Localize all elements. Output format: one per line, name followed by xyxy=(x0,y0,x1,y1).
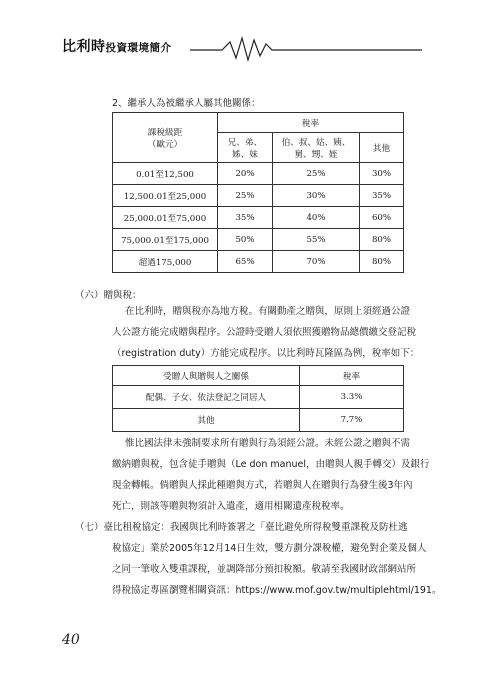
table-row xyxy=(113,386,404,409)
gift-tax-table xyxy=(112,365,404,432)
treaty-para-line2: 稅協定」業於2005年12月14日生效，雙方劃分課稅權，避免對企業及個人 xyxy=(112,543,427,554)
table-row xyxy=(113,229,404,251)
rate-cell: 40% xyxy=(273,207,360,229)
others-header-cell: 其他 xyxy=(360,133,404,163)
table-row xyxy=(113,251,404,273)
rate-header-cell: 稅率 xyxy=(218,113,404,133)
siblings-header-cell xyxy=(218,133,273,163)
bracket-cell: 12,500.01至25,000 xyxy=(113,185,218,207)
rate-cell: 80% xyxy=(360,229,404,251)
page-number: 40 xyxy=(62,632,80,648)
bracket-cell: 25,000.01至75,000 xyxy=(113,207,218,229)
table-header-row xyxy=(113,113,404,133)
table-row xyxy=(113,163,404,185)
table-header-row xyxy=(113,366,404,386)
rate-cell: 30% xyxy=(360,163,404,185)
relation-cell: 配偶、子女、依法登記之同居人 xyxy=(113,386,300,409)
relatives-header-line1: 伯、叔、姑、姨、 xyxy=(281,137,351,148)
header-title-sub: 投資環境簡介 xyxy=(105,42,172,54)
rate-header-cell: 稅率 xyxy=(300,366,404,386)
rate-cell: 30% xyxy=(273,185,360,207)
gift-tax-para2-line1: 惟比國法律未強制要求所有贈與行為須經公證。未經公證之贈與不需 xyxy=(125,438,411,449)
bracket-header-line2: （歐元） xyxy=(147,139,183,150)
gift-tax-para1-line2: 人公證方能完成贈與程序。公證時受贈人須依照獲贈物品總價繳交登記稅 xyxy=(112,327,417,338)
rate-cell: 35% xyxy=(360,185,404,207)
treaty-para-line3: 之同一筆收入雙重課稅，並調降部分預扣稅額。敬請至我國財政部網站所 xyxy=(112,564,417,575)
relation-header-cell: 受贈人與贈與人之關係 xyxy=(113,366,300,386)
section-6-heading: （六）贈與稅： xyxy=(75,290,142,301)
rate-cell: 50% xyxy=(218,229,273,251)
header-title xyxy=(62,36,172,56)
rate-cell: 35% xyxy=(218,207,273,229)
relatives-header-cell xyxy=(273,133,360,163)
rate-cell: 20% xyxy=(218,163,273,185)
relatives-header-line2: 舅、甥、姪 xyxy=(294,149,338,160)
rate-cell: 70% xyxy=(273,251,360,273)
rate-cell: 80% xyxy=(360,251,404,273)
rate-cell: 3.3% xyxy=(300,386,404,409)
inheritance-tax-table xyxy=(112,112,404,273)
gift-tax-para2-line3: 現金轉帳。倘贈與人採此種贈與方式，若贈與人在贈與行為發生後3年內 xyxy=(112,480,413,491)
rate-cell: 7.7% xyxy=(300,409,404,432)
bracket-header-cell xyxy=(113,113,218,163)
section-7-heading: （七）臺比租稅協定：我國與比利時簽署之「臺比避免所得稅雙重課稅及防杜逃 xyxy=(75,522,408,533)
relation-cell: 其他 xyxy=(113,409,300,432)
section-2-heading: 2、繼承人為被繼承人屬其他關係： xyxy=(112,98,261,109)
bracket-cell: 0.01至12,500 xyxy=(113,163,218,185)
bracket-cell: 超過175,000 xyxy=(113,251,218,273)
rate-cell: 25% xyxy=(273,163,360,185)
siblings-header-line1: 兄、弟、 xyxy=(227,137,263,148)
rate-cell: 65% xyxy=(218,251,273,273)
gift-tax-para1-line3: （registration duty）方能完成程序。以比利時瓦隆區為例，稅率如下： xyxy=(112,348,420,359)
rate-cell: 60% xyxy=(360,207,404,229)
page-header xyxy=(62,30,422,66)
bracket-header-line1: 課稅級距 xyxy=(147,127,183,138)
gift-tax-para1-line1: 在比利時，贈與稅亦為地方稅。有關動產之贈與，原則上須經過公證 xyxy=(125,306,411,317)
rate-cell: 25% xyxy=(218,185,273,207)
table-row xyxy=(113,409,404,432)
siblings-header-line2: 姊、妹 xyxy=(232,149,258,160)
header-title-main: 比利時 xyxy=(62,39,106,55)
treaty-para-line4: 得稅協定專區瀏覽相關資訊：https://www.mof.gov.tw/multiplehtml/191。 xyxy=(112,585,442,596)
table-row xyxy=(113,185,404,207)
table-row xyxy=(113,207,404,229)
bracket-cell: 75,000.01至175,000 xyxy=(113,229,218,251)
gift-tax-para2-line4: 死亡，則該等贈與物須計入遺產，適用相關遺產稅稅率。 xyxy=(112,501,350,512)
gift-tax-para2-line2: 繳納贈與稅，包含徒手贈與（Le don manuel，由贈與人親手轉交）及銀行 xyxy=(112,459,430,470)
rate-cell: 55% xyxy=(273,229,360,251)
